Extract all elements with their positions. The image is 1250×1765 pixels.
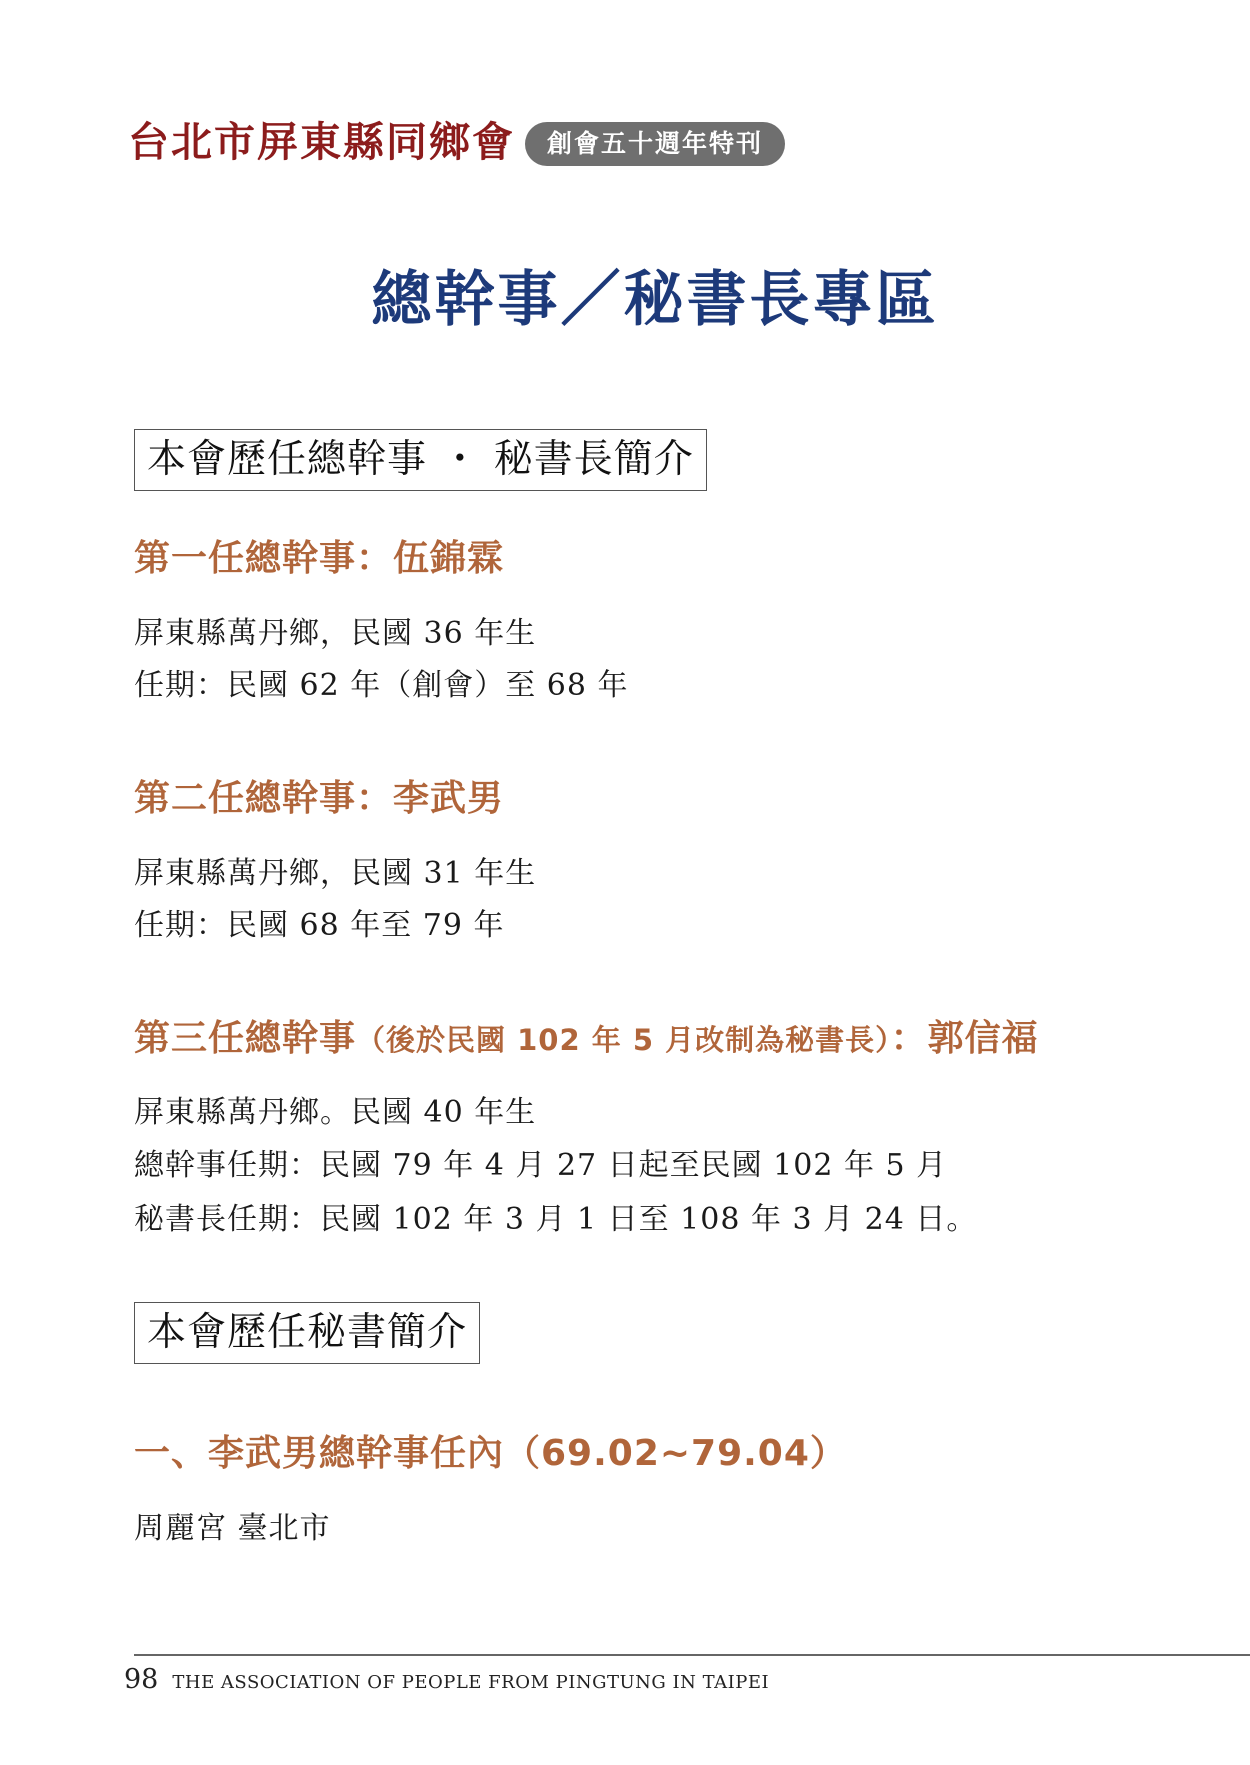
entry-1-line-1: 屏東縣萬丹鄉，民國 36 年生 — [134, 616, 537, 651]
page-footer — [124, 1664, 769, 1695]
entry-2-line-2: 任期：民國 68 年至 79 年 — [134, 908, 505, 943]
entry-heading-3 — [134, 1010, 1039, 1061]
entry-heading-3-main: 第三任總幹事 — [134, 1018, 357, 1059]
entry-heading-3-name: ：郭信福 — [890, 1018, 1039, 1059]
page-number: 98 — [124, 1664, 159, 1695]
org-name-logo: 台北市屏東縣同鄉會 — [128, 118, 515, 166]
entry-heading-2: 第二任總幹事：李武男 — [134, 778, 505, 819]
secretary-heading-1: 一、李武男總幹事任內（69.02~79.04） — [134, 1433, 847, 1474]
entry-1-line-2: 任期：民國 62 年（創會）至 68 年 — [134, 668, 629, 703]
page-title: 總幹事／秘書長專區 — [371, 265, 939, 335]
secretary-1-line-1: 周麗宮 臺北市 — [134, 1511, 331, 1546]
entry-3-line-1: 屏東縣萬丹鄉。民國 40 年生 — [134, 1095, 537, 1130]
entry-heading-1: 第一任總幹事：伍錦霖 — [134, 538, 505, 579]
section-title-secretaries: 本會歷任秘書簡介 — [134, 1302, 480, 1364]
section-title-secretaries-general: 本會歷任總幹事 ・ 秘書長簡介 — [134, 429, 707, 491]
page-header — [128, 112, 888, 172]
entry-3-line-3: 秘書長任期：民國 102 年 3 月 1 日至 108 年 3 月 24 日。 — [134, 1202, 978, 1237]
entry-heading-3-note: （後於民國 102 年 5 月改制為秘書長） — [356, 1023, 891, 1057]
special-issue-badge: 創會五十週年特刊 — [525, 122, 785, 166]
entry-3-line-2: 總幹事任期：民國 79 年 4 月 27 日起至民國 102 年 5 月 — [134, 1148, 948, 1183]
entry-2-line-1: 屏東縣萬丹鄉，民國 31 年生 — [134, 856, 537, 891]
association-name: THE ASSOCIATION OF PEOPLE FROM PINGTUNG IN TAIPEI — [172, 1672, 770, 1693]
footer-divider — [134, 1654, 1250, 1656]
